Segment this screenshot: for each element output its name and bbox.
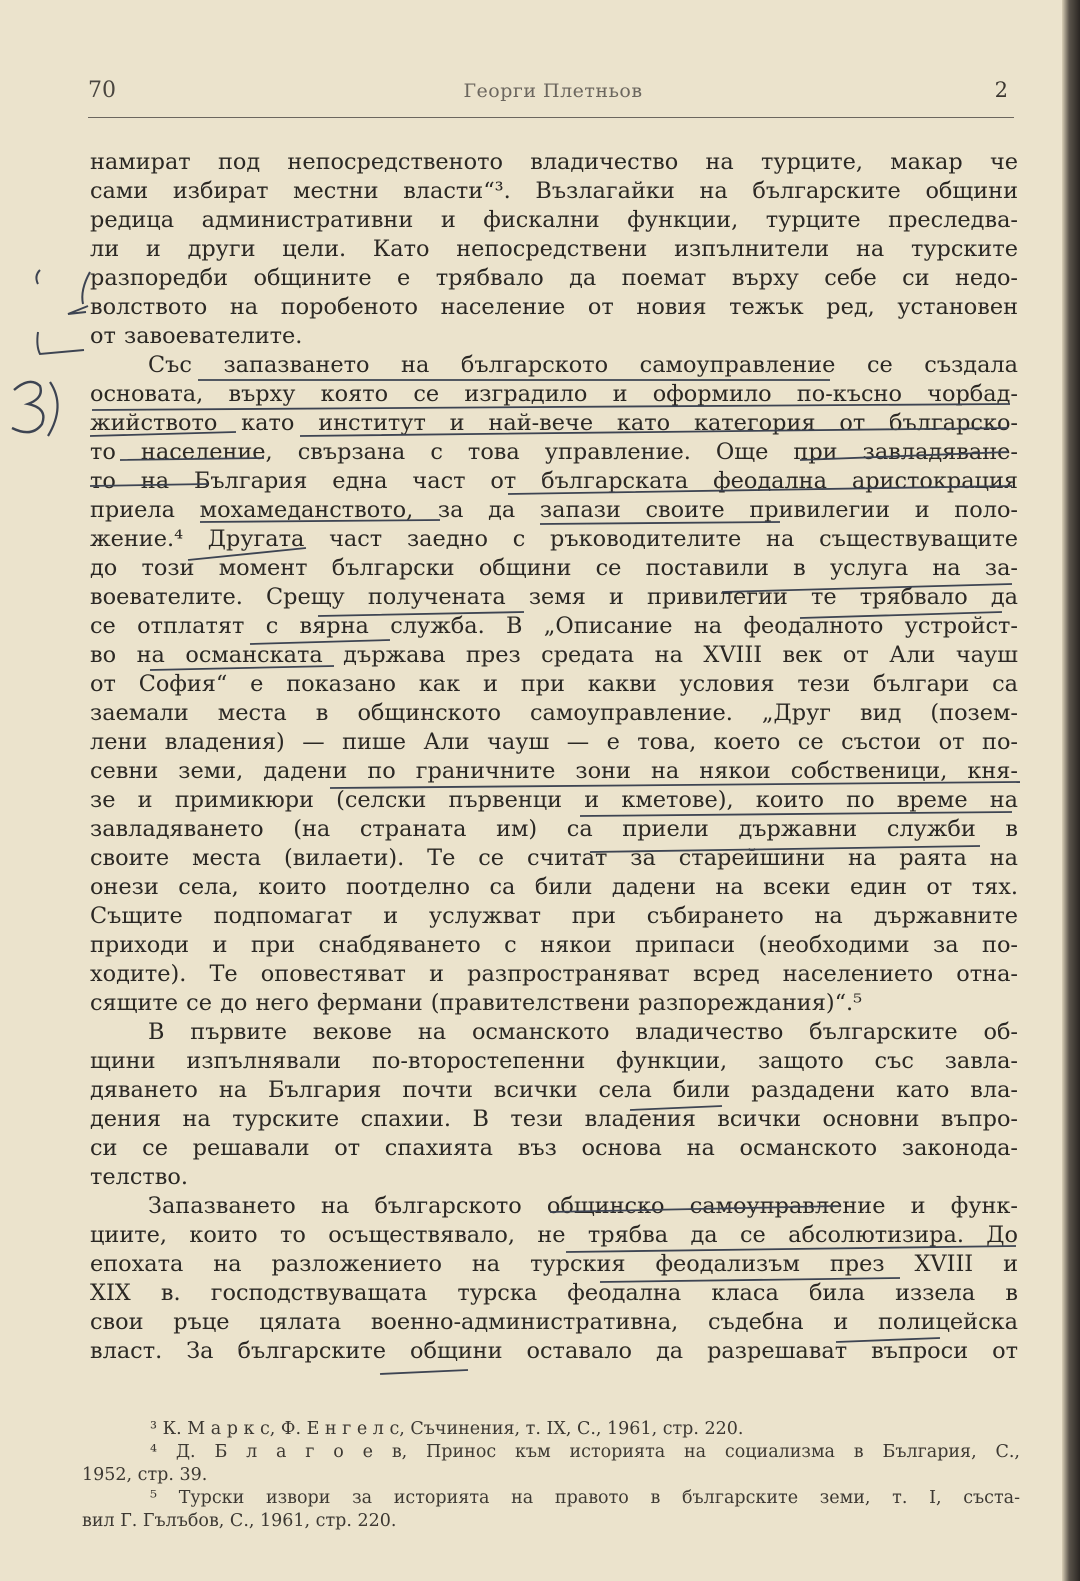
text-line: Запазването на българското общинско самоуправление и функ- [148,1193,1018,1219]
text-line: заемали места в общинското самоуправление. „Друг вид (позем- [90,700,1018,726]
text-line: приходи и при снабдяването с някои припаси (необходими за по- [90,932,1018,958]
text-line: до този момент български общини се поставили в услуга на за- [90,555,1018,581]
footnote: 1952, стр. 39. [82,1465,208,1485]
footnote: ⁵ Турски извори за историята на правото в българските земи, т. I, съста- [150,1488,1020,1508]
text-line: сами избират местни власти“³. Възлагайки на българските общини [90,178,1018,204]
text-line: В първите векове на османското владичество българските об- [148,1019,1018,1045]
text-line: XIX в. господствуващата турска феодална класа била иззела в [90,1280,1018,1306]
text-line: се отплатят с вярна служба. В „Описание на феодалното устройст- [90,613,1018,639]
text-line: свои ръце цялата военно-административна, съдебна и полицейска [90,1309,1018,1335]
text-line: ходите). Те оповестяват и разпространяват всред населението отна- [90,961,1018,987]
text-line: то население, свързана с това управление. Още при завладяване- [90,439,1018,465]
text-line: своите места (вилаети). Те се считат за старейшини на раята на [90,845,1018,871]
text-line: Същите подпомагат и услужват при събирането на държавните [90,903,1018,929]
text-line: дения на турските спахии. В тези владения всички основни въпро- [90,1106,1018,1132]
page-edge-shadow [1062,0,1080,1581]
running-title: Георги Плетньов [463,80,643,102]
text-line: воевателите. Срещу получената земя и привилегии те трябвало да [90,584,1018,610]
text-line: волството на поробеното население от новия тежък ред, установен [90,294,1018,320]
footnote: ⁴ Д. Б л а г о е в, Принос към историята на социализма в България, С., [150,1442,1020,1462]
text-line: разпоредби общините е трябвало да поемат върху себе си недо- [90,265,1018,291]
text-line: жение.⁴ Другата част заедно с ръководителите на съществуващите [90,526,1018,552]
text-line: епохата на разложението на турския феодализъм през XVIII и [90,1251,1018,1277]
margin-handwritten-number [0,372,70,444]
text-line: завладяването (на страната им) са приели държавни служби в [90,816,1018,842]
text-line: во на османската държава през средата на XVIII век от Али чауш [90,642,1018,668]
text-line: дяването на България почти всички села били раздадени като вла- [90,1077,1018,1103]
body-text [90,148,1018,1366]
text-line: зе и примикюри (селски първенци и кметове), които по време на [90,787,1018,813]
text-line: телство. [90,1164,188,1190]
text-line: си се решавали от спахията въз основа на османското законода- [90,1135,1018,1161]
footnote: вил Г. Гълъбов, С., 1961, стр. 220. [82,1511,397,1531]
text-line: циите, които то осъществявало, не трябва да се абсолютизира. До [90,1222,1018,1248]
text-line: основата, върху която се изградило и оформило по-късно чорбад- [90,381,1018,407]
footnotes [82,1418,1020,1533]
text-line: от завоевателите. [90,323,303,349]
text-line: севни земи, дадени по граничните зони на някои собственици, кня- [90,758,1018,784]
text-line: онези села, които поотделно са били дадени на всеки един от тях. [90,874,1018,900]
text-line: сящите се до него фермани (правителствени разпореждания)“.⁵ [90,990,863,1016]
text-line: то на България една част от българската феодална аристокрация [90,468,1018,494]
text-line: Със запазването на българското самоуправление се създала [148,352,1018,378]
running-header [88,78,1018,112]
text-line: намират под непосредственото владичество на турците, макар че [90,149,1018,175]
page-number: 70 [88,78,116,103]
signature-mark: 2 [994,78,1008,102]
text-line: щини изпълнявали по-второстепенни функции, защото със завла- [90,1048,1018,1074]
text-line: лени владения) — пише Али чауш — е това, което се състои от по- [90,729,1018,755]
text-line: ли и други цели. Като непосредствени изпълнители на турските [90,236,1018,262]
text-line: жийството като институт и най-вече като категория от българско- [90,410,1018,436]
text-line: приела мохамеданството, за да запази своите привилегии и поло- [90,497,1018,523]
margin-bracket-mark [28,262,98,362]
footnote: ³ К. М а р к с, Ф. Е н г е л с, Съчинения, т. IX, С., 1961, стр. 220. [150,1419,744,1439]
text-line: от София“ е показано как и при какви условия тези българи са [90,671,1018,697]
text-line: власт. За българските общини оставало да разрешават въпроси от [90,1338,1018,1364]
header-rule [88,117,1014,118]
text-line: редица административни и фискални функции, турците преследва- [90,207,1018,233]
